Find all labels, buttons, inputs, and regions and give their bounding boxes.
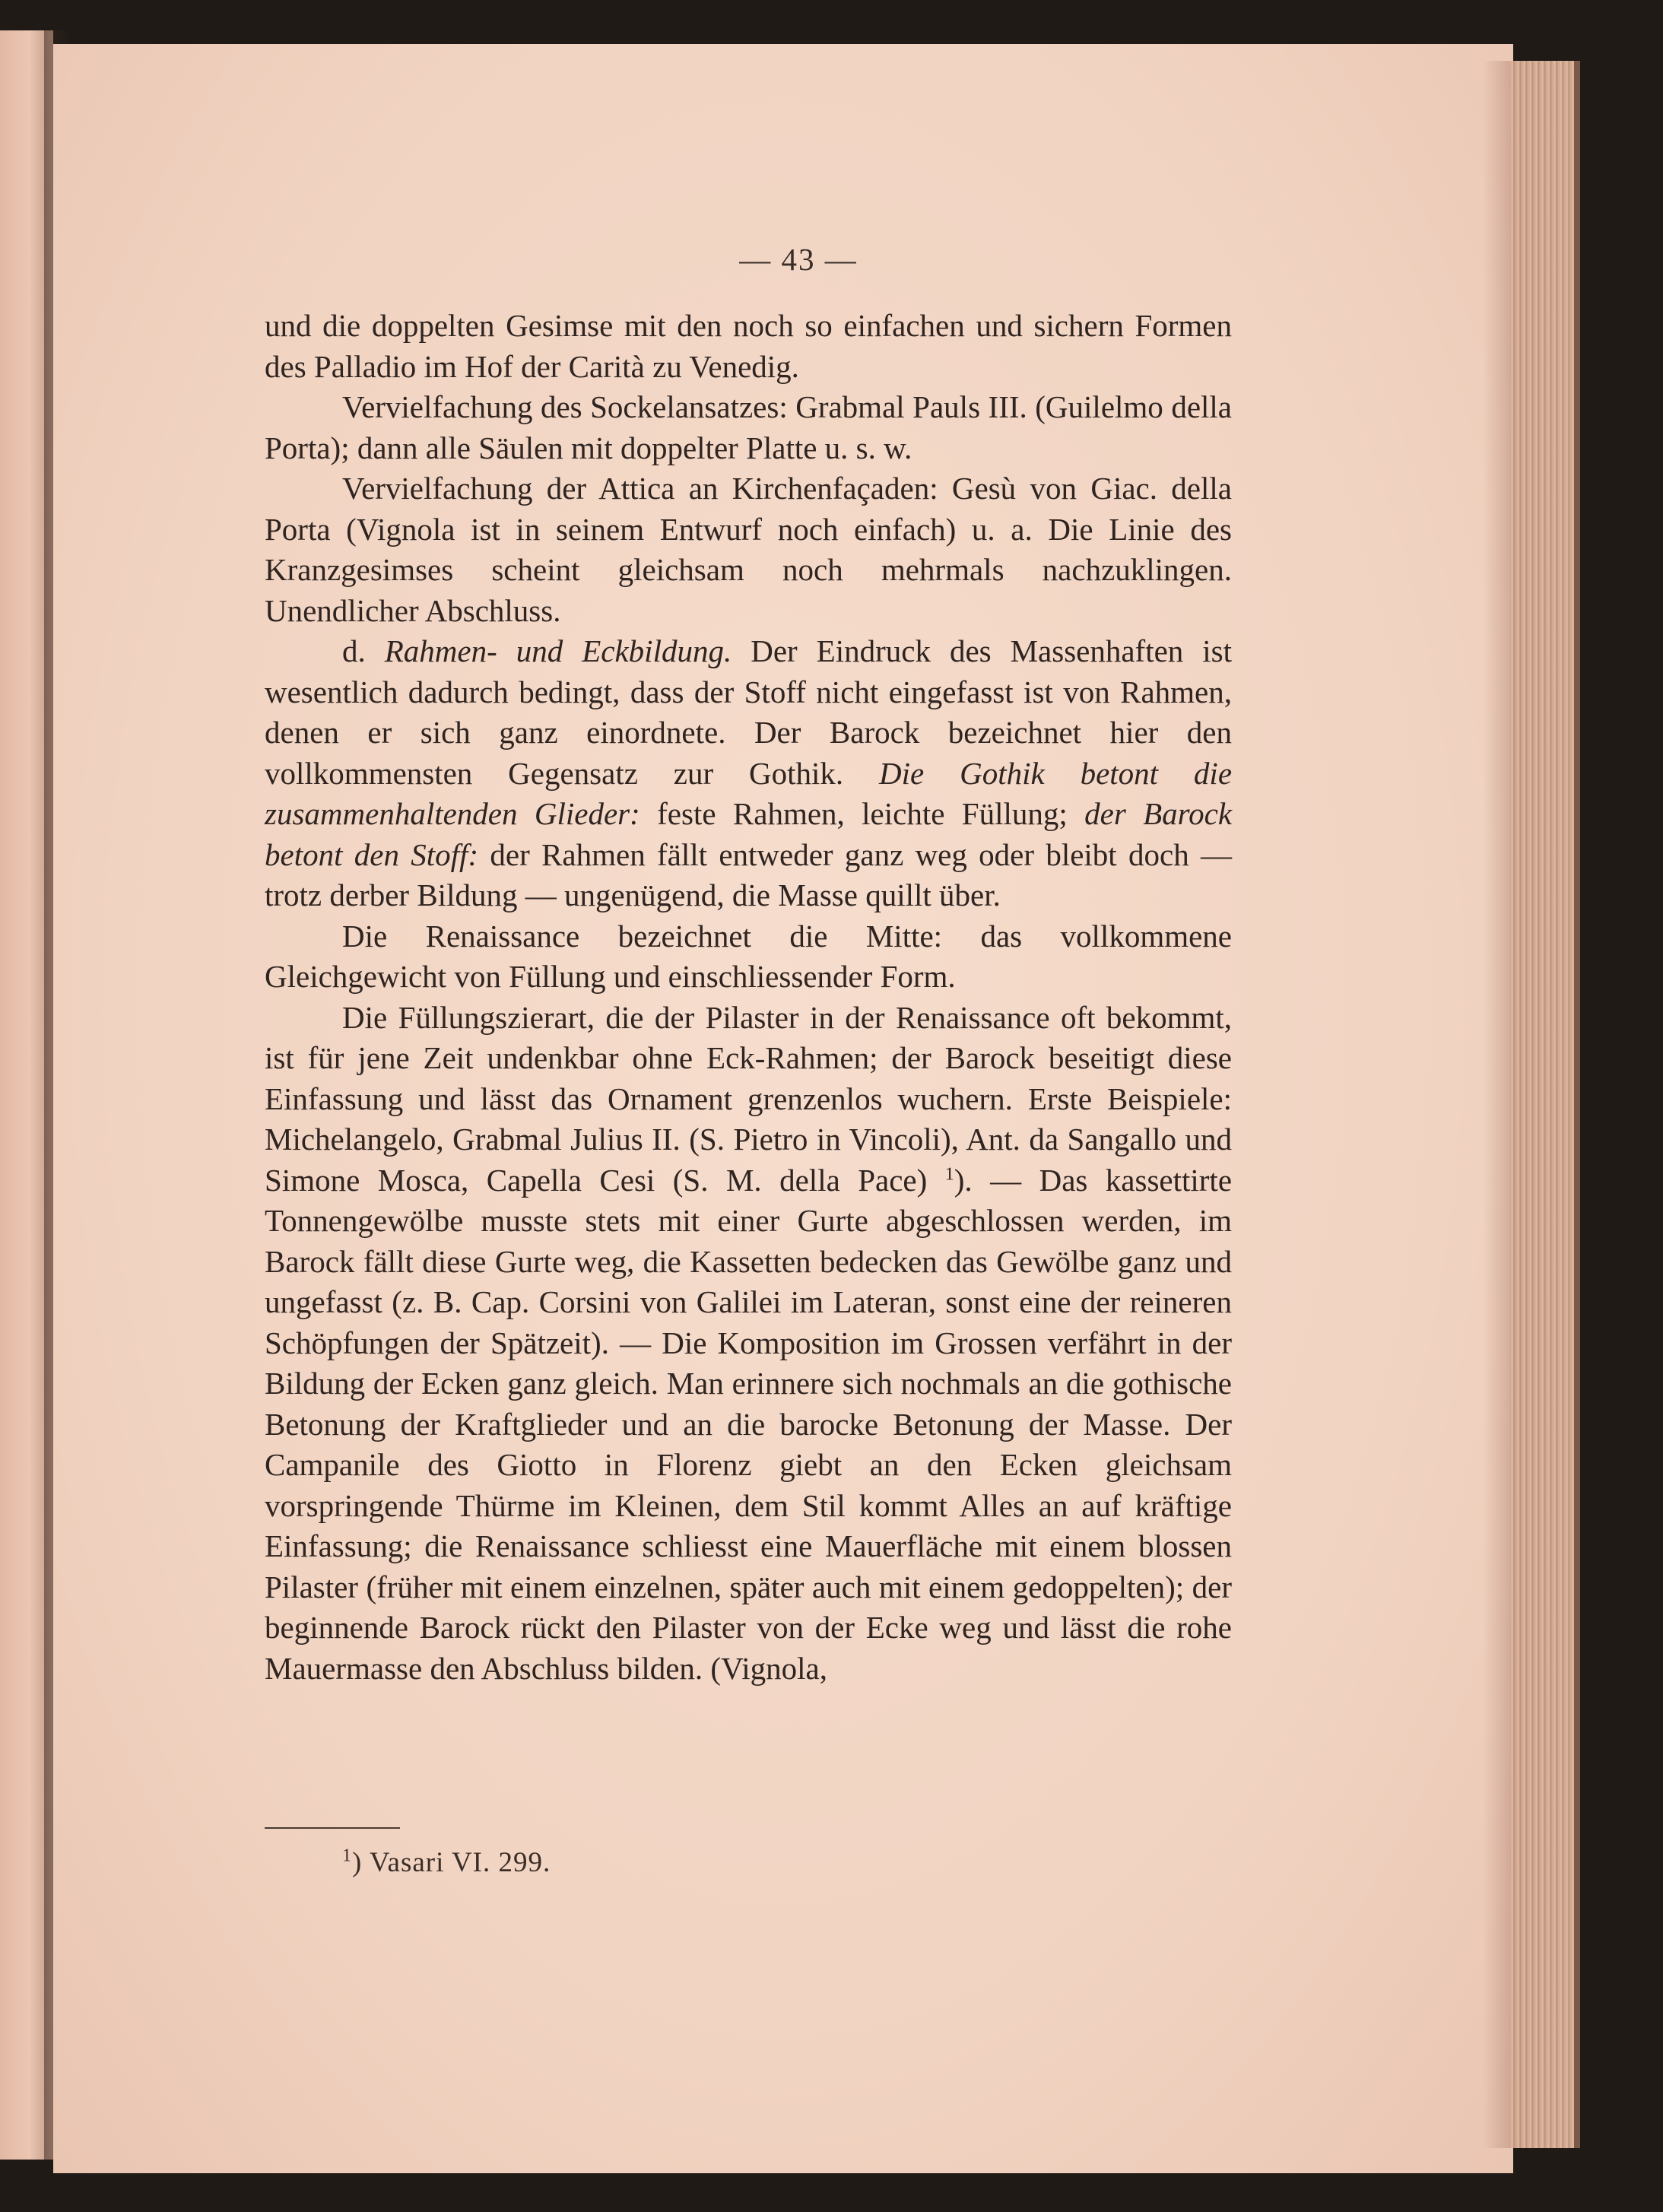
page-edge-shadow (1483, 61, 1513, 2148)
stacked-page-edges (1510, 61, 1580, 2148)
paragraph: Vervielfachung der Attica an Kirchenfaçaden: Gesù von Giac. della Porta (Vignola ist in seinem Entwurf noch einfach) u. a. Die Linie des Kranzgesimses scheint gleichsam noch mehrmals nachzuklingen. Unendlicher Abschluss. (265, 471, 1232, 628)
paragraph-text: . — Das kassettirte Tonnengewölbe musste stets mit einer Gurte abgeschlossen werden, im Barock fällt diese Gurte weg, die Kassetten bedecken das Gewölbe ganz und ungefasst (z. B. Cap. Corsini von Galilei im Lateran, sonst eine der reineren Schöpfungen der Spätzeit). — Die Komposition im Grossen verfährt in der Bildung der Ecken ganz gleich. Man erinnere sich nochmals an die gothische Betonung der Kraftglieder und an die barocke Betonung der Masse. Der Campanile des Giotto in Florenz giebt an den Ecken gleichsam vorspringende Thürme im Kleinen, dem Stil kommt Alles an auf kräftige Einfassung; die Renaissance schliesst eine Mauerfläche mit einem blossen Pilaster (früher mit einem einzelnen, später auch mit einem gedoppelten); der beginnende Barock rückt den Pilaster von der Ecke weg und lässt die rohe Mauermasse den Abschluss bilden. (Vignola, (265, 1162, 1233, 1686)
paragraph: Die Füllungszierart, die der Pilaster in der Renaissance oft bekommt, ist für jene Zeit undenkbar ohne Eck-Rahmen; der Barock beseitigt diese Einfassung und lässt das Ornament grenzenlos wuchern. Erste Beispiele: Michelangelo, Grabmal Julius II. (S. Pietro in Vincoli), Ant. da Sangallo und Simone Mosca, Capella Cesi (S. M. della Pace) $^1$). — Das kassettirte Tonnengewölbe musste stets mit einer Gurte abgeschlossen werden, im Barock fällt diese Gurte weg, die Kassetten bedecken das Gewölbe ganz und ungefasst (z. B. Cap. Corsini von Galilei im Lateran, sonst eine der reineren Schöpfungen der Spätzeit). — Die Komposition im Grossen verfährt in der Bildung der Ecken ganz gleich. Man erinnere sich nochmals an die gothische Betonung der Kraftglieder und an die barocke Betonung der Masse. Der Campanile des Giotto in Florenz giebt an den Ecken gleichsam vorspringende Thürme im Kleinen, dem Stil kommt Alles an auf kräftige Einfassung; die Renaissance schliesst eine Mauerfläche mit einem blossen Pilaster (früher mit einem einzelnen, später auch mit einem gedoppelten); der beginnende Barock rückt den Pilaster von der Ecke weg und lässt die rohe Mauermasse den Abschluss bilden. (Vignola, (265, 999, 1233, 1686)
footnote-text: Vasari VI. 299. (369, 1847, 551, 1878)
body-text (265, 306, 1232, 1689)
paragraph-text: der Rahmen fällt entweder ganz weg oder bleibt doch — trotz derber Bildung — ungenügend, die Masse quillt über. (265, 836, 1232, 912)
section-heading: Rahmen- und Eckbildung. (384, 633, 732, 668)
paragraph-text: Die Füllungszierart, die der Pilaster in der Renaissance oft bekommt, ist für jene Zeit undenkbar ohne Eck-Rahmen; der Barock beseitigt diese Einfassung und lässt das Ornament grenzenlos wuchern. Erste Beispiele: Michelangelo, Grabmal Julius II. (S. Pietro in Vincoli), Ant. da Sangallo und Simone Mosca, Capella Cesi (S. M. della Pace) (265, 999, 1232, 1198)
italic-phrase: Die Gothik betont die zusammenhaltenden Glieder: (265, 755, 1233, 831)
footnote-rule (265, 1827, 400, 1829)
paragraph: Die Renaissance bezeichnet die Mitte: das vollkommene Gleichgewicht von Füllung und einschliessender Form. (265, 918, 1232, 994)
paragraph-text: feste Rahmen, leichte Füllung; (657, 796, 1068, 831)
footnote-reference: 1 (944, 1163, 954, 1184)
footnote-marker: 1 (342, 1845, 352, 1866)
paragraph-section-d (265, 631, 1232, 916)
paragraph: Vervielfachung des Sockelansatzes: Grabmal Pauls III. (Guilelmo della Porta); dann alle Säulen mit doppelter Platte u. s. w. (265, 389, 1232, 465)
paragraph-text: Der Eindruck des Massenhaften ist wesentlich dadurch bedingt, dass der Stoff nicht eingefasst ist von Rahmen, denen er sich ganz einordnete. Der Barock bezeichnet hier den vollkommensten Gegensatz zur Gothik. (265, 633, 1233, 791)
footnote: $^1$) Vasari VI. 299. (342, 1845, 551, 1878)
page-number-header: — 43 — (739, 242, 858, 277)
paragraph: und die doppelten Gesimse mit den noch so einfachen und sichern Formen des Palladio im Hof der Carità zu Venedig. (265, 308, 1232, 384)
section-label: d. (342, 633, 366, 668)
italic-phrase: der Barock betont den Stoff: (265, 796, 1233, 872)
